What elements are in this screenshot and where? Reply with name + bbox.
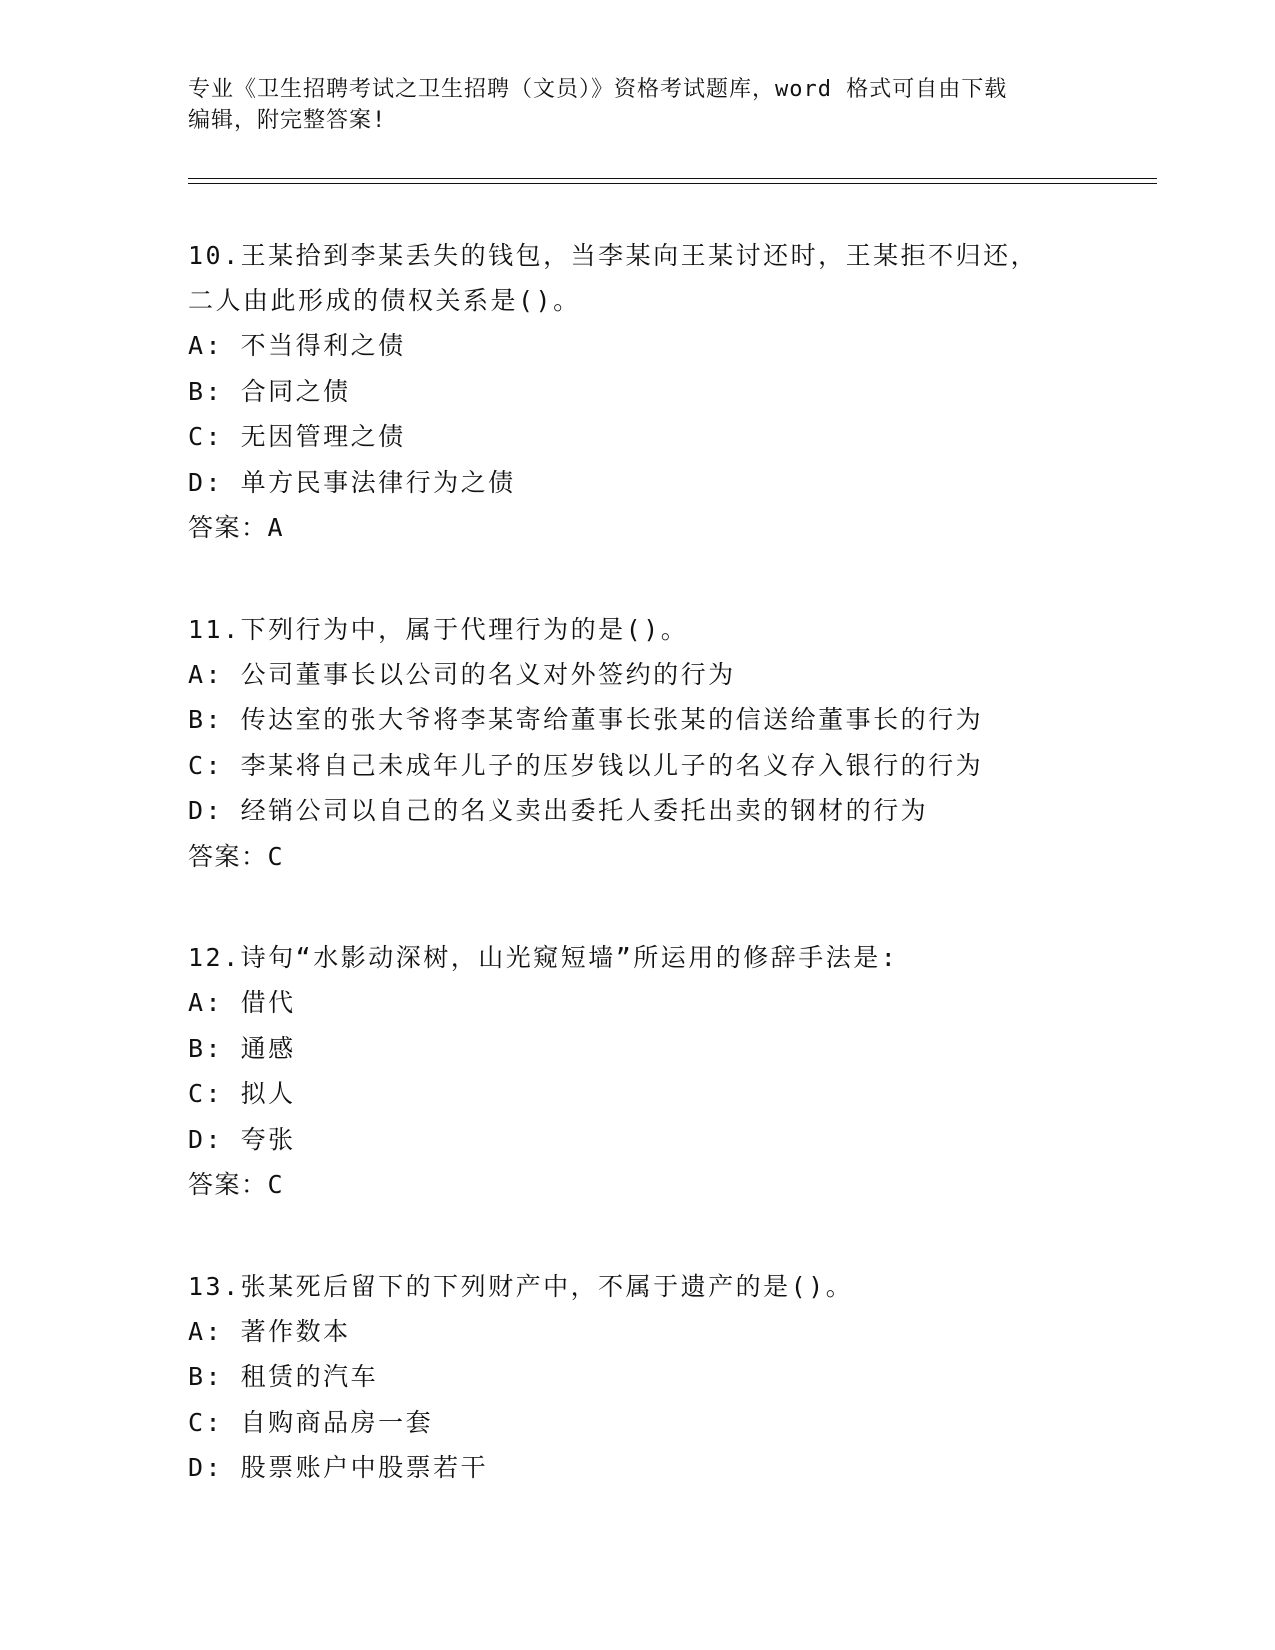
option-b: B: 传达室的张大爷将李某寄给董事长张某的信送给董事长的行为: [188, 705, 984, 734]
option-d: D: 股票账户中股票若干: [188, 1453, 489, 1482]
option-c: C: 李某将自己未成年儿子的压岁钱以儿子的名义存入银行的行为: [188, 750, 984, 780]
option-b: B: 租赁的汽车: [188, 1362, 379, 1391]
option-a: A: 公司董事长以公司的名义对外签约的行为: [188, 659, 736, 689]
header-divider: [188, 178, 1157, 184]
document-header: [188, 74, 1088, 136]
header-line-2: 编辑，附完整答案!: [188, 108, 387, 133]
option-b: B: 合同之债: [188, 376, 351, 406]
question-stem-line: 13.张某死后留下的下列财产中，不属于遗产的是()。: [188, 1271, 854, 1301]
question-stem-line: 12.诗句“水影动深树，山光窥短墙”所运用的修辞手法是:: [188, 943, 899, 972]
question-12: [188, 935, 1148, 1208]
question-list: [188, 233, 1148, 1547]
option-d: D: 经销公司以自己的名义卖出委托人委托出卖的钢材的行为: [188, 796, 929, 825]
option-c: C: 自购商品房一套: [188, 1407, 434, 1437]
option-d: D: 单方民事法律行为之债: [188, 467, 516, 497]
answer-line: 答案：C: [188, 1170, 285, 1199]
question-stem-line: 11.下列行为中，属于代理行为的是()。: [188, 614, 689, 644]
option-c: C: 无因管理之债: [188, 422, 406, 451]
option-d: D: 夸张: [188, 1124, 296, 1154]
question-11: [188, 607, 1148, 880]
option-a: A: 著作数本: [188, 1316, 351, 1346]
option-b: B: 通感: [188, 1033, 296, 1063]
option-a: A: 借代: [188, 988, 296, 1017]
answer-line: 答案：A: [188, 513, 285, 542]
option-c: C: 拟人: [188, 1079, 296, 1108]
question-stem-line: 10.王某拾到李某丢失的钱包，当李某向王某讨还时，王某拒不归还，: [188, 241, 1039, 270]
answer-line: 答案：C: [188, 841, 285, 871]
question-stem-line: 二人由此形成的债权关系是()。: [188, 286, 581, 315]
option-a: A: 不当得利之债: [188, 331, 406, 360]
question-10: [188, 233, 1148, 551]
question-13: [188, 1264, 1148, 1491]
header-line-1: 专业《卫生招聘考试之卫生招聘（文员）》资格考试题库，word 格式可自由下载: [188, 77, 1008, 102]
